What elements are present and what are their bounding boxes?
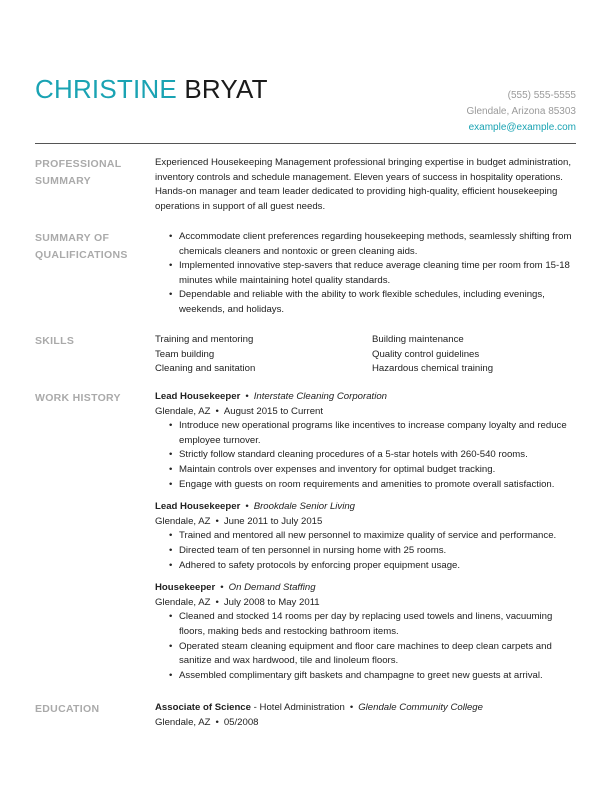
- section-label-summary: [35, 156, 150, 190]
- job-dates: July 2008 to May 2011: [223, 596, 320, 608]
- skills-body: [155, 333, 575, 377]
- job-title-line: [155, 390, 575, 405]
- separator: •: [215, 596, 219, 608]
- company-name: On Demand Staffing: [228, 582, 316, 594]
- list-item: • Cleaned and stocked 14 rooms per day by replacing used towels and linens, vacuuming floors, making beds and restocking bathroom items.: [179, 610, 575, 639]
- school-name: Glendale Community College: [358, 702, 483, 713]
- degree: Associate of Science: [155, 702, 251, 713]
- field-of-study: - Hotel Administration: [253, 702, 345, 713]
- education-meta: [155, 716, 575, 731]
- education-line: [155, 701, 575, 716]
- label-line: PROFESSIONAL: [35, 158, 122, 170]
- candidate-name: [35, 74, 268, 104]
- education-body: [155, 701, 575, 730]
- label-line: SUMMARY: [35, 175, 91, 187]
- skill-item: Building maintenance: [372, 334, 464, 345]
- job-dates: June 2011 to July 2015: [223, 515, 323, 527]
- separator: •: [349, 702, 354, 713]
- job-title-line: [155, 500, 575, 515]
- last-name: BRYAT: [184, 74, 268, 104]
- work-body: [155, 390, 575, 691]
- job-title-line: [155, 581, 575, 596]
- company-name: Interstate Cleaning Corporation: [253, 391, 388, 402]
- list-item: • Dependable and reliable with the ability to work flexible schedules, including evenings, weekends, and holidays.: [179, 288, 575, 317]
- list-item: • Engage with guests on room requirements and amenities to promote overall satisfaction.: [179, 478, 575, 493]
- list-item: • Assembled complimentary gift baskets and champagne to greet new guests at arrival.: [179, 669, 575, 684]
- skill-item: Team building: [155, 348, 215, 360]
- job-entry: [155, 390, 575, 492]
- job-dates: August 2015 to Current: [223, 405, 324, 417]
- list-item: • Implemented innovative step-savers that reduce average cleaning time per room from 15-18 minutes while maintaining hotel quality standards.: [179, 259, 575, 288]
- list-item: • Adhered to safety protocols by enforcing proper equipment usage.: [179, 559, 575, 574]
- skill-item: Training and mentoring: [155, 334, 254, 345]
- job-meta: [155, 596, 575, 611]
- skills-grid: [155, 333, 575, 377]
- separator: •: [215, 405, 219, 417]
- list-item: • Maintain controls over expenses and inventory for optimal budget tracking.: [179, 463, 575, 478]
- separator: •: [220, 582, 224, 594]
- section-label-qualifications: [35, 230, 150, 264]
- contact-info: [466, 88, 576, 136]
- skill-item: Hazardous chemical training: [372, 363, 494, 375]
- list-item: • Strictly follow standard cleaning procedures of a 5-star hotels with 260-540 rooms.: [179, 448, 575, 463]
- qualifications-list: [155, 230, 575, 318]
- list-item: • Introduce new operational programs like incentives to increase company loyalty and reduce employee turnover.: [179, 419, 575, 448]
- list-item: • Trained and mentored all new personnel to maximize quality of service and performance.: [179, 529, 575, 544]
- job-meta: [155, 405, 575, 420]
- job-duties: [155, 529, 575, 573]
- job-duties: [155, 610, 575, 683]
- education-date: 05/2008: [223, 716, 259, 728]
- list-item: • Operated steam cleaning equipment and floor care machines to deep clean carpets and sanitize and wax hardwood, tile and linoleum floors.: [179, 640, 575, 669]
- first-name: CHRISTINE: [35, 74, 177, 104]
- label-line: SUMMARY OF: [35, 232, 110, 244]
- job-location: Glendale, AZ: [155, 515, 211, 527]
- separator: •: [245, 391, 249, 402]
- list-item: • Directed team of ten personnel in nursing home with 25 rooms.: [179, 544, 575, 559]
- job-location: Glendale, AZ: [155, 405, 211, 417]
- job-title: Housekeeper: [155, 582, 216, 594]
- company-name: Brookdale Senior Living: [253, 501, 356, 513]
- skill-item: Cleaning and sanitation: [155, 363, 256, 375]
- location: Glendale, Arizona 85303: [466, 106, 576, 117]
- header-divider: [35, 143, 576, 144]
- job-title: Lead Housekeeper: [155, 391, 241, 402]
- education-location: Glendale, AZ: [155, 716, 211, 728]
- section-label-skills: SKILLS: [35, 335, 75, 347]
- email-link[interactable]: example@example.com: [468, 122, 576, 133]
- section-label-education: EDUCATION: [35, 703, 100, 715]
- job-title: Lead Housekeeper: [155, 501, 241, 513]
- job-duties: [155, 419, 575, 492]
- job-location: Glendale, AZ: [155, 596, 211, 608]
- separator: •: [245, 501, 249, 513]
- label-line: QUALIFICATIONS: [35, 249, 128, 261]
- phone: (555) 555-5555: [507, 90, 576, 101]
- resume-header: [35, 74, 576, 144]
- job-meta: [155, 515, 575, 530]
- qualifications-body: [155, 230, 575, 318]
- separator: •: [215, 716, 219, 728]
- job-entry: [155, 581, 575, 683]
- skill-item: Quality control guidelines: [372, 348, 480, 360]
- separator: •: [215, 515, 219, 527]
- summary-text: Experienced Housekeeping Management professional bringing expertise in budget administration, inventory controls and schedule management. Eleven years of success in hospitality operations. Hands-on manager and team leader dedicated to providing high-quality, efficient housekeeping operations in support of all guest needs.: [155, 157, 571, 212]
- section-label-work: WORK HISTORY: [35, 392, 121, 404]
- job-entry: [155, 500, 575, 573]
- list-item: • Accommodate client preferences regarding housekeeping methods, seamlessly shifting from chemicals cleaners and nontoxic or green cleaning aids.: [179, 230, 575, 259]
